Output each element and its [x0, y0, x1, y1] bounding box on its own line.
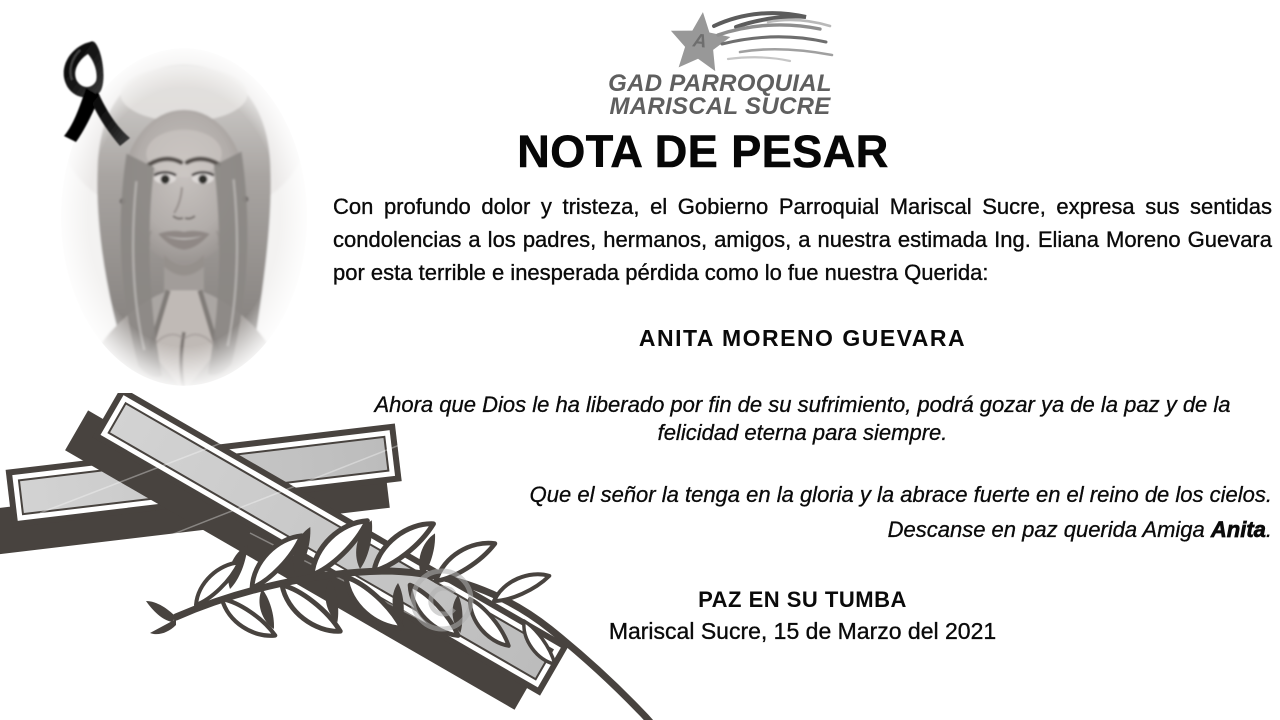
farewell-prefix: Descanse en paz querida Amiga	[887, 517, 1211, 542]
org-name-line2: MARISCAL SUCRE	[609, 93, 831, 120]
deceased-name: ANITA MORENO GUEVARA	[638, 325, 967, 351]
tribute-line-1: Ahora que Dios le ha liberado por fin de su sufrimiento, podrá gozar ya de la paz y de la felicidad eterna para siempre.	[374, 392, 1231, 445]
dateline: Mariscal Sucre, 15 de Marzo del 2021	[608, 618, 997, 644]
tribute-line-2: Que el señor la tenga en la gloria y la abrace fuerte en el reino de los cielos.	[529, 482, 1272, 507]
org-name-line1: GAD PARROQUIAL	[608, 70, 832, 97]
page-title: NOTA DE PESAR	[517, 126, 889, 177]
farewell-name: Anita	[1210, 517, 1266, 542]
cross-laurel-illustration	[0, 393, 660, 720]
condolence-paragraph: Con profundo dolor y tristeza, el Gobierno Parroquial Mariscal Sucre, expresa sus sentidas condolencias a los padres, hermanos, amigos, a nuestra estimada Ing. Eliana Moreno Guevara por esta terrible e inesperada pérdida como lo fue nuestra Querida:	[333, 194, 1272, 285]
mourning-ribbon-icon	[50, 36, 142, 148]
star-letter: A	[691, 30, 708, 53]
org-name	[560, 72, 880, 118]
farewell-suffix: .	[1265, 517, 1272, 542]
closing-line: PAZ EN SU TUMBA	[698, 587, 907, 612]
org-logo-star-icon	[648, 4, 844, 72]
